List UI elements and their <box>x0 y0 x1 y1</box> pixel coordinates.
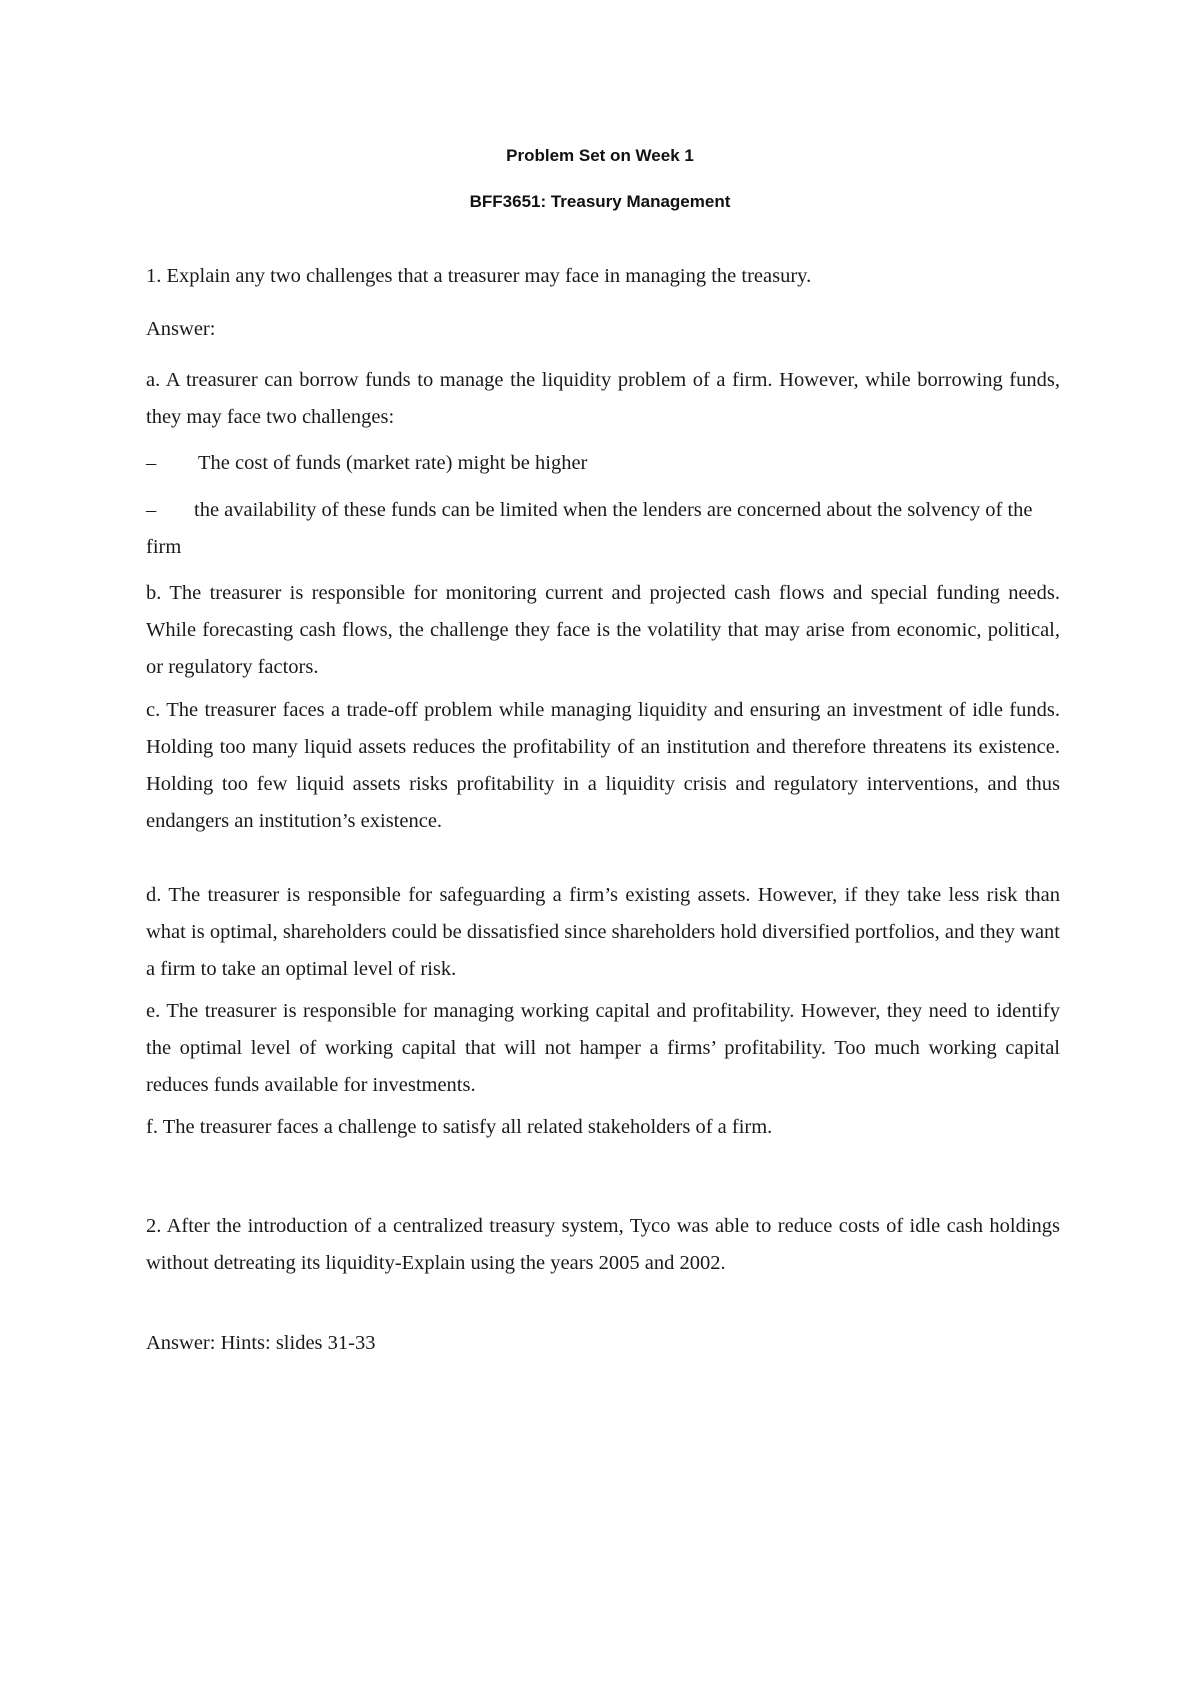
answer-item-f: f. The treasurer faces a challenge to satisfy all related stakeholders of a firm. <box>146 1116 773 1138</box>
answer-item-b: b. The treasurer is responsible for monitoring current and projected cash flows and special funding needs. While forecasting cash flows, the challenge they face is the volatility that may arise from economic, political, or regulatory factors. <box>146 582 1060 678</box>
question-1: 1. Explain any two challenges that a treasurer may face in managing the treasury. <box>146 265 812 287</box>
course-title: BFF3651: Treasury Management <box>469 192 731 211</box>
bullet-text: the availability of these funds can be limited when the lenders are concerned about the solvency of the firm <box>146 499 1033 558</box>
answer-label-1: Answer: <box>146 318 216 340</box>
bullet-text: The cost of funds (market rate) might be higher <box>198 452 588 474</box>
answer-item-e: e. The treasurer is responsible for managing working capital and profitability. However, they need to identify the optimal level of working capital that will not hamper a firms’ profitability. Too much working capital reduces funds available for investments. <box>146 1000 1060 1096</box>
bullet-item-2 <box>146 492 1060 566</box>
question-2: 2. After the introduction of a centralized treasury system, Tyco was able to reduce costs of idle cash holdings without detreating its liquidity-Explain using the years 2005 and 2002. <box>146 1215 1060 1274</box>
answer-item-d: d. The treasurer is responsible for safeguarding a firm’s existing assets. However, if they take less risk than what is optimal, shareholders could be dissatisfied since shareholders hold diversified portfolios, and they want a firm to take an optimal level of risk. <box>146 884 1060 980</box>
dash-marker: – <box>146 499 157 521</box>
document-title: Problem Set on Week 1 <box>506 146 694 165</box>
answer-item-c: c. The treasurer faces a trade-off problem while managing liquidity and ensuring an investment of idle funds. Holding too many liquid assets reduces the profitability of an institution and therefore threatens its existence. Holding too few liquid assets risks profitability in a liquidity crisis and regulatory interventions, and thus endangers an institution’s existence. <box>146 699 1060 832</box>
bullet-item-1 <box>146 445 1060 482</box>
answer-2: Answer: Hints: slides 31-33 <box>146 1332 376 1354</box>
dash-marker: – <box>146 452 157 474</box>
answer-item-a: a. A treasurer can borrow funds to manage the liquidity problem of a firm. However, while borrowing funds, they may face two challenges: <box>146 369 1060 428</box>
